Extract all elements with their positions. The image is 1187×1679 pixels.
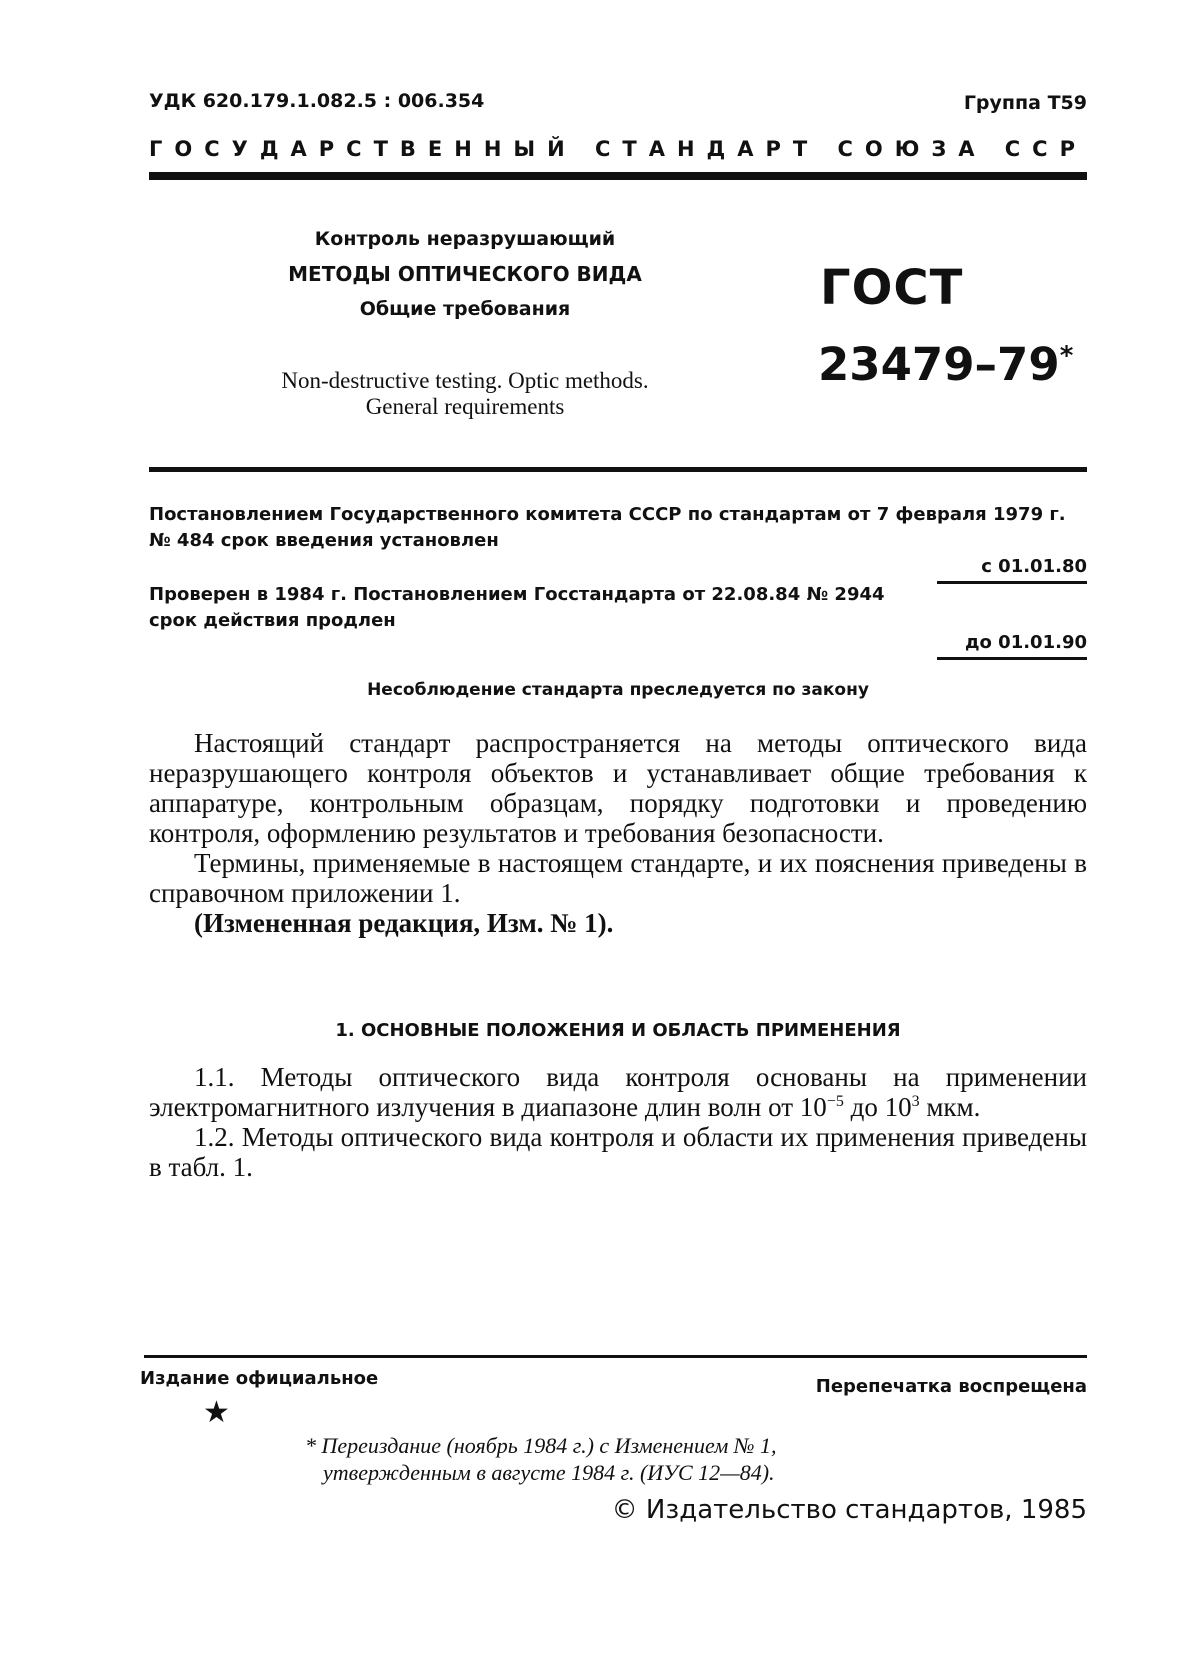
clause-1-1-part-b: до 10 bbox=[843, 1092, 912, 1122]
state-word-4: ССР bbox=[1004, 137, 1087, 161]
title-line-2: МЕТОДЫ ОПТИЧЕСКОГО ВИДА bbox=[288, 262, 642, 286]
star-icon: ★ bbox=[203, 1396, 230, 1429]
gost-label: ГОСТ bbox=[820, 260, 964, 316]
section-1-text bbox=[149, 1062, 1087, 1182]
clause-1-1-exponent-2: 3 bbox=[911, 1093, 920, 1110]
intro-text bbox=[149, 728, 1087, 938]
title-line-1: Контроль неразрушающий bbox=[314, 228, 616, 250]
title-block bbox=[230, 228, 700, 320]
footer-rule bbox=[144, 1355, 1087, 1358]
state-word-2: СТАНДАРТ bbox=[594, 137, 820, 161]
clause-1-1 bbox=[149, 1062, 1087, 1122]
english-title-line-2: General requirements bbox=[365, 394, 565, 419]
udk-code: УДК 620.179.1.082.5 : 006.354 bbox=[149, 90, 485, 112]
gost-number-mark: * bbox=[1059, 341, 1074, 371]
state-word-3: СОЮЗА bbox=[837, 137, 987, 161]
english-title bbox=[230, 368, 700, 420]
reissue-note-line-2: утвержденным в августе 1984 г. (ИУС 12—84). bbox=[323, 1460, 775, 1485]
gost-number-value: 23479–79 bbox=[818, 338, 1060, 391]
english-title-line-1: Non-destructive testing. Optic methods. bbox=[281, 368, 649, 393]
reissue-note bbox=[305, 1432, 776, 1486]
title-rule bbox=[149, 467, 1087, 472]
copyright: © Издательство стандартов, 1985 bbox=[611, 1495, 1087, 1525]
decree-text-1: Постановлением Государственного комитета СССР по стандартам от 7 февраля 1979 г. № 484 срок введения установлен bbox=[149, 504, 1066, 551]
clause-1-1-part-a: 1.1. Методы оптического вида контроля основаны на применении электромагнитного излучения в диапазоне длин волн от 10 bbox=[149, 1062, 1087, 1122]
intro-paragraph-1: Настоящий стандарт распространяется на методы оптического вида неразрушающего контроля объектов и устанавливает общие требования к аппаратуре, контрольным образцам, порядку подготовки и проведению контроля, оформлению результатов и требования безопасности. bbox=[149, 728, 1087, 848]
extended-date: до 01.01.90 bbox=[937, 632, 1087, 660]
clause-1-1-exponent-1: −5 bbox=[826, 1093, 844, 1110]
group-code: Группа Т59 bbox=[963, 92, 1087, 114]
no-reprint-notice: Перепечатка воспрещена bbox=[815, 1376, 1087, 1397]
title-line-3: Общие требования bbox=[359, 298, 571, 320]
state-word-1: ГОСУДАРСТВЕННЫЙ bbox=[149, 137, 577, 161]
clause-1-2: 1.2. Методы оптического вида контроля и области их применения приведены в табл. 1. bbox=[149, 1122, 1087, 1182]
law-notice: Несоблюдение стандарта преследуется по закону bbox=[367, 680, 869, 700]
clause-1-1-part-c: мкм. bbox=[919, 1092, 981, 1122]
header-rule bbox=[149, 172, 1087, 180]
decree-text-2: Проверен в 1984 г. Постановлением Госстандарта от 22.08.84 № 2944 срок действия продлен bbox=[149, 584, 885, 631]
official-edition: Издание официальное bbox=[140, 1368, 379, 1389]
gost-number bbox=[818, 338, 1073, 391]
effective-date: с 01.01.80 bbox=[937, 556, 1087, 584]
intro-paragraph-2: Термины, применяемые в настоящем стандарте, и их пояснения приведены в справочном приложении 1. bbox=[149, 848, 1087, 908]
reissue-note-line-1: * Переиздание (ноябрь 1984 г.) с Изменением № 1, bbox=[305, 1433, 777, 1458]
amendment-note: (Измененная редакция, Изм. № 1). bbox=[194, 908, 614, 938]
state-standard-header bbox=[149, 137, 1087, 161]
section-1-heading: 1. ОСНОВНЫЕ ПОЛОЖЕНИЯ И ОБЛАСТЬ ПРИМЕНЕНИЯ bbox=[335, 1020, 901, 1041]
